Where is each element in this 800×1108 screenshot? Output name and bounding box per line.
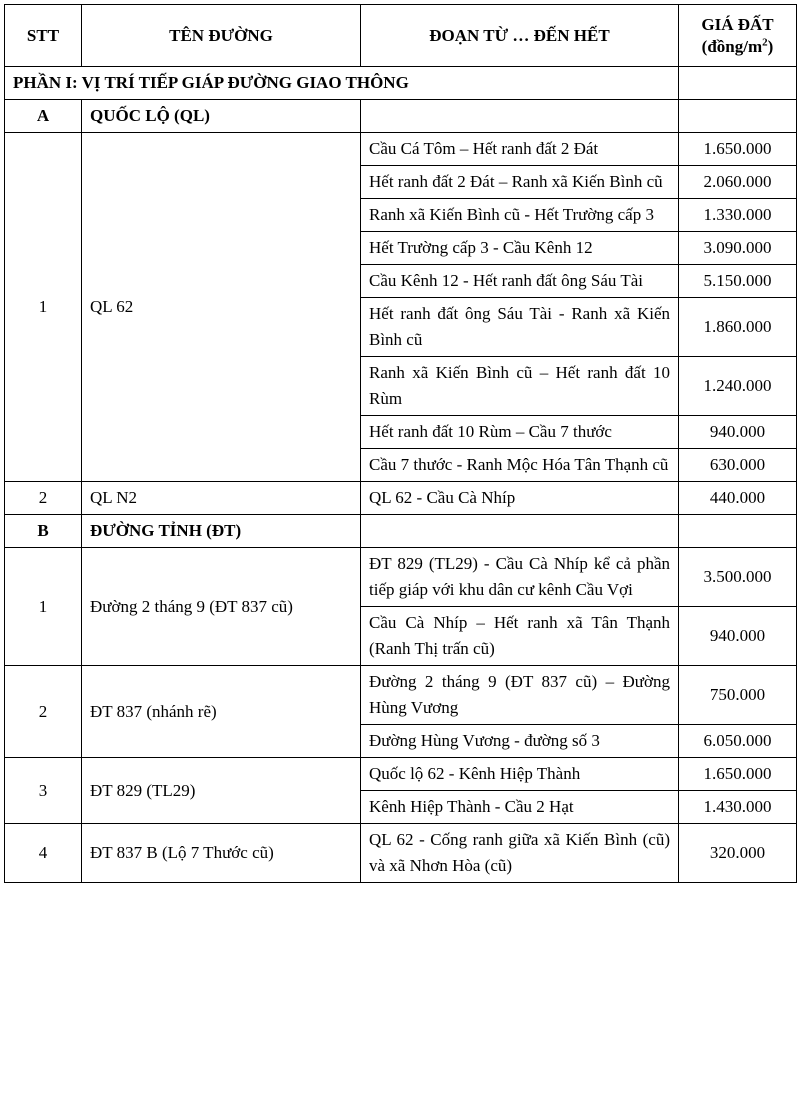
segment-range: Hết ranh đất 2 Đát – Ranh xã Kiến Bình cũ: [361, 166, 679, 199]
part-title-row: [5, 67, 797, 100]
segment-price: 1.860.000: [679, 298, 797, 357]
table-row: [5, 824, 797, 883]
segment-price: 3.090.000: [679, 232, 797, 265]
segment-price: 940.000: [679, 416, 797, 449]
segment-range: Hết ranh đất 10 Rùm – Cầu 7 thước: [361, 416, 679, 449]
road-name: ĐT 837 B (Lộ 7 Thước cũ): [82, 824, 361, 883]
table-row: [5, 548, 797, 607]
road-stt: 2: [5, 666, 82, 758]
segment-price: 1.430.000: [679, 791, 797, 824]
road-name: QL N2: [82, 482, 361, 515]
header-road-name: TÊN ĐƯỜNG: [82, 5, 361, 67]
segment-price: 630.000: [679, 449, 797, 482]
table-row: [5, 133, 797, 166]
header-price-sup: 2: [762, 35, 768, 48]
segment-range: Quốc lộ 62 - Kênh Hiệp Thành: [361, 758, 679, 791]
segment-range: ĐT 829 (TL29) - Cầu Cà Nhíp kể cả phần tiếp giáp với khu dân cư kênh Cầu Vợi: [361, 548, 679, 607]
section-title: QUỐC LỘ (QL): [82, 100, 361, 133]
segment-price: 1.330.000: [679, 199, 797, 232]
road-stt: 4: [5, 824, 82, 883]
road-stt: 1: [5, 548, 82, 666]
part-title-empty: [679, 67, 797, 100]
road-name: Đường 2 tháng 9 (ĐT 837 cũ): [82, 548, 361, 666]
segment-price: 320.000: [679, 824, 797, 883]
segment-range: Ranh xã Kiến Bình cũ - Hết Trường cấp 3: [361, 199, 679, 232]
section-empty: [679, 100, 797, 133]
segment-range: QL 62 - Cầu Cà Nhíp: [361, 482, 679, 515]
table-row: [5, 758, 797, 791]
section-empty: [679, 515, 797, 548]
road-name: ĐT 837 (nhánh rẽ): [82, 666, 361, 758]
header-price: [679, 5, 797, 67]
section-title: ĐƯỜNG TỈNH (ĐT): [82, 515, 361, 548]
road-name: ĐT 829 (TL29): [82, 758, 361, 824]
table-row: [5, 482, 797, 515]
segment-price: 1.650.000: [679, 758, 797, 791]
segment-range: Kênh Hiệp Thành - Cầu 2 Hạt: [361, 791, 679, 824]
segment-range: QL 62 - Cống ranh giữa xã Kiến Bình (cũ) và xã Nhơn Hòa (cũ): [361, 824, 679, 883]
segment-price: 6.050.000: [679, 725, 797, 758]
section-code: B: [5, 515, 82, 548]
section-code: A: [5, 100, 82, 133]
section-empty: [361, 100, 679, 133]
table-row: [5, 666, 797, 725]
segment-price: 1.650.000: [679, 133, 797, 166]
section-row: [5, 515, 797, 548]
header-price-close: ): [767, 36, 774, 56]
segment-range: Cầu Cà Nhíp – Hết ranh xã Tân Thạnh (Ranh Thị trấn cũ): [361, 607, 679, 666]
header-stt: STT: [5, 5, 82, 67]
segment-price: 1.240.000: [679, 357, 797, 416]
header-price-unit: (đồng/m: [701, 36, 763, 56]
header-segment: ĐOẠN TỪ … ĐẾN HẾT: [361, 5, 679, 67]
segment-price: 750.000: [679, 666, 797, 725]
segment-range: Cầu Kênh 12 - Hết ranh đất ông Sáu Tài: [361, 265, 679, 298]
segment-range: Đường Hùng Vương - đường số 3: [361, 725, 679, 758]
segment-price: 2.060.000: [679, 166, 797, 199]
segment-range: Cầu Cá Tôm – Hết ranh đất 2 Đát: [361, 133, 679, 166]
segment-price: 440.000: [679, 482, 797, 515]
table-body: [5, 67, 797, 883]
part-title: PHẦN I: VỊ TRÍ TIẾP GIÁP ĐƯỜNG GIAO THÔNG: [5, 67, 679, 100]
segment-range: Ranh xã Kiến Bình cũ – Hết ranh đất 10 Rùm: [361, 357, 679, 416]
segment-range: Hết Trường cấp 3 - Cầu Kênh 12: [361, 232, 679, 265]
segment-price: 3.500.000: [679, 548, 797, 607]
section-empty: [361, 515, 679, 548]
road-name: QL 62: [82, 133, 361, 482]
section-row: [5, 100, 797, 133]
segment-range: Hết ranh đất ông Sáu Tài - Ranh xã Kiến Bình cũ: [361, 298, 679, 357]
road-stt: 2: [5, 482, 82, 515]
land-price-table: [4, 4, 797, 883]
segment-price: 5.150.000: [679, 265, 797, 298]
segment-price: 940.000: [679, 607, 797, 666]
road-stt: 1: [5, 133, 82, 482]
header-row: [5, 5, 797, 67]
segment-range: Đường 2 tháng 9 (ĐT 837 cũ) – Đường Hùng Vương: [361, 666, 679, 725]
road-stt: 3: [5, 758, 82, 824]
header-price-line1: GIÁ ĐẤT: [701, 14, 774, 34]
segment-range: Cầu 7 thước - Ranh Mộc Hóa Tân Thạnh cũ: [361, 449, 679, 482]
